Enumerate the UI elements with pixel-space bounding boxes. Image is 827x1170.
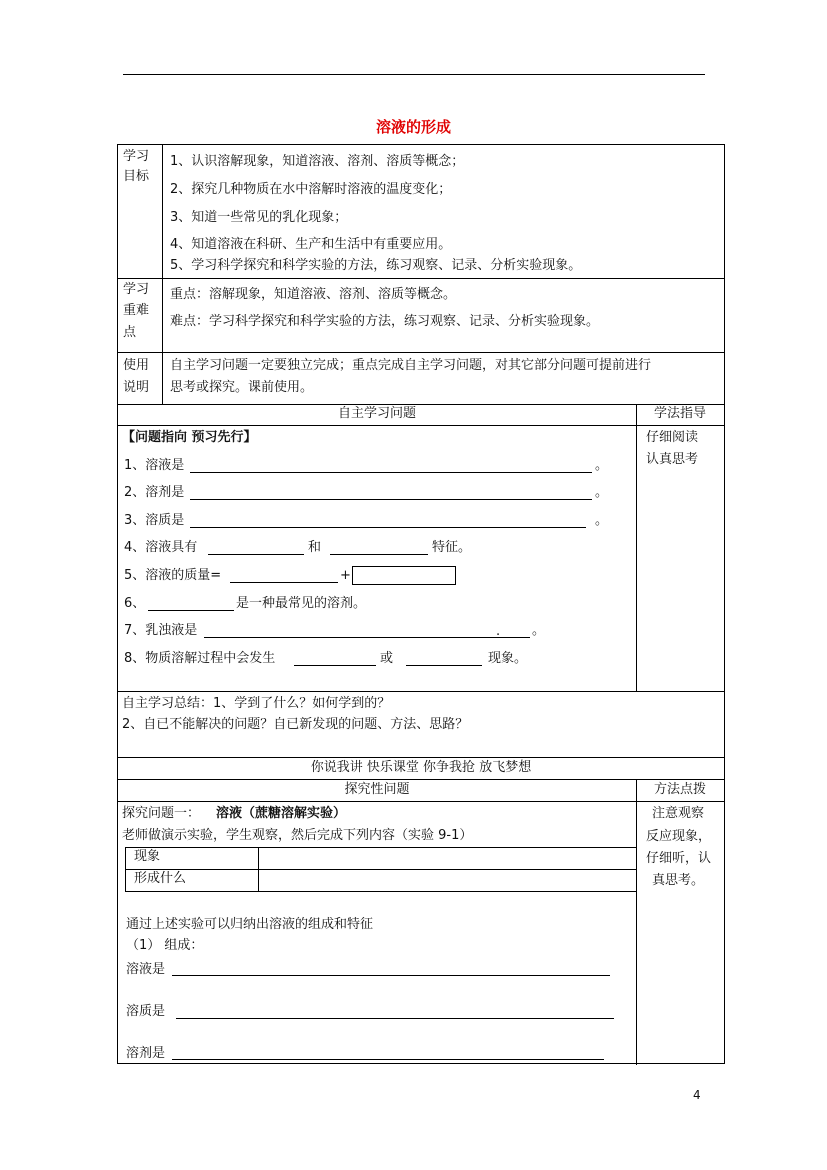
- section-title: 【问题指向 预习先行】: [122, 430, 257, 445]
- slogan: 你说我讲 快乐课堂 你争我抢 放飞梦想: [310, 760, 532, 775]
- question-7: 7、乳浊液是: [124, 623, 198, 638]
- objective-item: 5、学习科学探究和科学实验的方法，练习观察、记录、分析实验现象。: [170, 258, 582, 273]
- question-3: 3、溶质是: [124, 513, 185, 528]
- instruction: 老师做演示实验，学生观察，然后完成下列内容（实验 9-1）: [122, 828, 473, 843]
- guide-col-divider: [636, 405, 637, 692]
- usage-text: 思考或探究。课前使用。: [170, 380, 314, 395]
- self-study-header: 自主学习问题: [337, 406, 416, 421]
- guide-text: 仔细阅读: [646, 430, 699, 445]
- keypoints-label: 点: [123, 325, 137, 340]
- answer-blank[interactable]: [190, 472, 592, 473]
- question-5: 5、溶液的质量=: [124, 568, 222, 583]
- period: 。: [532, 623, 546, 638]
- answer-blank[interactable]: [190, 499, 592, 500]
- question-6-prefix: 6、: [124, 596, 146, 611]
- page-number: 4: [693, 1088, 701, 1102]
- method-header: 方法点拨: [653, 782, 706, 797]
- solute-label: 溶质是: [126, 1004, 166, 1019]
- page-title: 溶液的形成: [375, 118, 451, 136]
- question-6: 是一种最常见的溶剂。: [236, 596, 367, 611]
- summary-line: 自主学习总结：1、学到了什么？如何学到的？: [122, 696, 391, 711]
- objectives-label: 目标: [123, 169, 150, 184]
- worksheet-table: [117, 144, 725, 1064]
- question-8: 8、物质溶解过程中会发生: [124, 651, 276, 666]
- objective-item: 1、认识溶解现象，知道溶液、溶剂、溶质等概念；: [170, 154, 465, 169]
- method-col-divider: [636, 779, 637, 1065]
- header-rule: [123, 74, 705, 75]
- objective-item: 4、知道溶液在科研、生产和生活中有重要应用。: [170, 237, 452, 252]
- row-divider: [118, 352, 724, 353]
- guide-header: 学法指导: [653, 406, 706, 421]
- answer-blank[interactable]: [176, 1018, 614, 1019]
- experiment-row-label: 现象: [134, 849, 161, 864]
- dot: .: [496, 624, 501, 639]
- experiment-col-divider: [258, 847, 259, 892]
- answer-blank[interactable]: [294, 665, 376, 666]
- solution-label: 溶液是: [126, 962, 166, 977]
- q8-or: 或: [380, 651, 394, 666]
- problem-title: 溶液（蔗糖溶解实验）: [216, 806, 347, 821]
- solvent-label: 溶剂是: [126, 1046, 166, 1061]
- period: 。: [595, 513, 609, 528]
- composition-label: （1） 组成：: [126, 938, 204, 953]
- answer-box[interactable]: [352, 566, 456, 585]
- answer-blank[interactable]: [230, 582, 338, 583]
- question-1: 1、溶液是: [124, 458, 185, 473]
- answer-blank[interactable]: [208, 554, 304, 555]
- row-divider: [118, 691, 724, 692]
- method-text: 仔细听，认: [646, 851, 712, 866]
- answer-blank[interactable]: [406, 665, 482, 666]
- row-divider: [118, 779, 724, 780]
- answer-blank[interactable]: [330, 554, 428, 555]
- q4-and: 和: [308, 540, 322, 555]
- usage-label: 使用: [123, 358, 150, 373]
- key-difficulty: 难点：学习科学探究和科学实验的方法，练习观察、记录、分析实验现象。: [170, 314, 600, 329]
- label-col-divider: [162, 145, 163, 405]
- answer-blank[interactable]: [190, 527, 586, 528]
- method-text: 真思考。: [652, 873, 705, 888]
- q8-end: 现象。: [488, 651, 528, 666]
- period: 。: [595, 485, 609, 500]
- answer-blank[interactable]: [204, 637, 530, 638]
- usage-text: 自主学习问题一定要独立完成；重点完成自主学习问题，对其它部分问题可提前进行: [170, 358, 652, 373]
- method-text: 反应现象，: [646, 829, 712, 844]
- row-divider: [118, 801, 724, 802]
- row-divider: [118, 757, 724, 758]
- question-2: 2、溶剂是: [124, 485, 185, 500]
- key-focus: 重点：溶解现象，知道溶液、溶剂、溶质等概念。: [170, 287, 457, 302]
- keypoints-label: 学习: [123, 282, 150, 297]
- objective-item: 2、探究几种物质在水中溶解时溶液的温度变化；: [170, 182, 452, 197]
- question-4: 4、溶液具有: [124, 540, 198, 555]
- problem-prefix: 探究问题一：: [122, 806, 201, 821]
- experiment-row-label: 形成什么: [134, 871, 187, 886]
- conclusion-text: 通过上述实验可以归纳出溶液的组成和特征: [126, 917, 374, 932]
- keypoints-label: 重难: [123, 303, 150, 318]
- guide-text: 认真思考: [646, 452, 699, 467]
- method-text: 注意观察: [652, 806, 705, 821]
- q4-end: 特征。: [432, 540, 472, 555]
- objectives-label: 学习: [123, 149, 150, 164]
- answer-blank[interactable]: [172, 1059, 604, 1060]
- answer-blank[interactable]: [172, 975, 610, 976]
- q5-plus: +: [340, 568, 351, 583]
- objective-item: 3、知道一些常见的乳化现象；: [170, 210, 348, 225]
- usage-label: 说明: [123, 380, 150, 395]
- period: 。: [595, 458, 609, 473]
- row-divider: [118, 425, 724, 426]
- row-divider: [118, 278, 724, 279]
- summary-line: 2、自已不能解决的问题？自已新发现的问题、方法、思路？: [122, 717, 469, 732]
- inquiry-header: 探究性问题: [344, 782, 410, 797]
- experiment-row-divider: [125, 869, 637, 870]
- answer-blank[interactable]: [148, 610, 234, 611]
